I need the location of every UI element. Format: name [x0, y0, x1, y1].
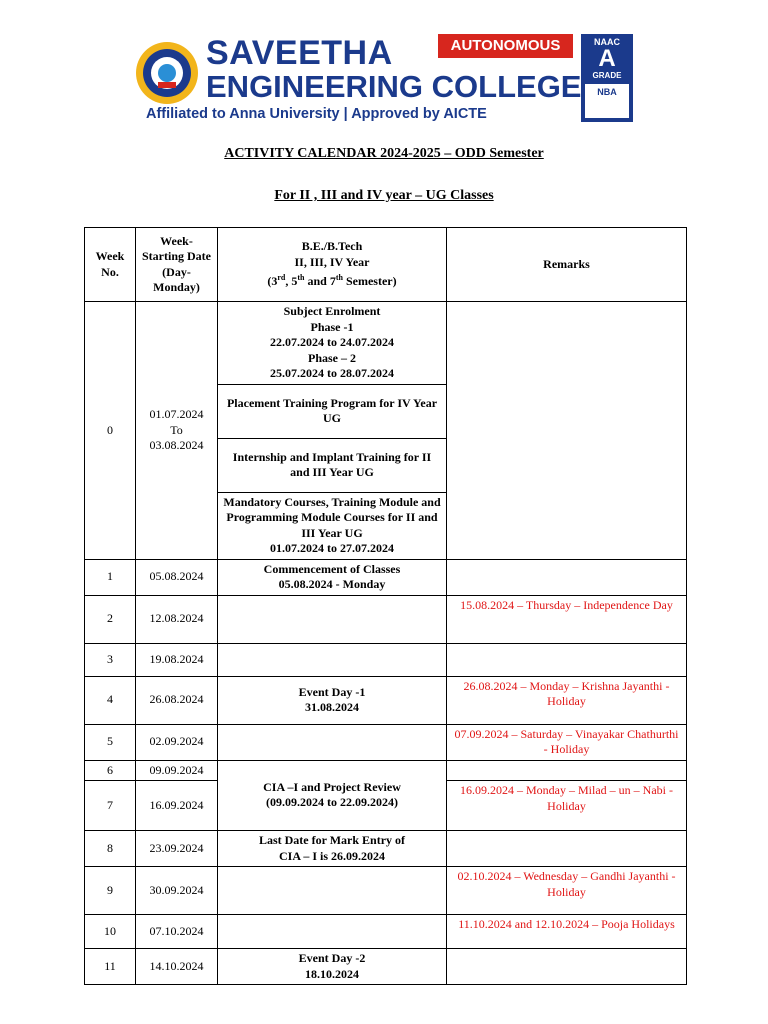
remark-cell: 16.09.2024 – Monday – Milad – un – Nabi - Holiday: [447, 781, 687, 831]
event-cell: [218, 867, 447, 915]
remark-cell: [447, 302, 687, 560]
date-cell: 19.08.2024: [136, 643, 218, 676]
remark-cell: 02.10.2024 – Wednesday – Gandhi Jayanthi - Holiday: [447, 867, 687, 915]
table-row: [85, 915, 687, 949]
header-program-sup3: th: [335, 273, 343, 283]
page-title: ACTIVITY CALENDAR 2024-2025 – ODD Semester: [224, 146, 544, 161]
remark-cell: [447, 559, 687, 595]
table-row: [85, 676, 687, 724]
header-program-l3a: (3: [267, 274, 278, 289]
header-program-l3d: Semester): [342, 274, 397, 289]
naac-label: NAAC: [594, 37, 620, 47]
remark-cell: 15.08.2024 – Thursday – Independence Day: [447, 595, 687, 643]
table-row: [85, 760, 687, 781]
week-cell: 1: [85, 559, 136, 595]
event-line: Event Day -1: [298, 684, 366, 699]
event-line: 05.08.2024 - Monday: [278, 577, 386, 591]
date-l2: To: [170, 422, 183, 437]
naac-grade-label: GRADE: [592, 71, 622, 80]
college-header: [134, 34, 634, 124]
event-cell: [218, 302, 447, 385]
naac-grade-letter: A: [598, 45, 616, 72]
date-cell: 14.10.2024: [136, 949, 218, 985]
event-line: 22.07.2024 to 24.07.2024: [270, 335, 394, 349]
naac-badge: [581, 34, 633, 122]
date-cell: 26.08.2024: [136, 676, 218, 724]
remark-cell: [447, 643, 687, 676]
table-row: [85, 302, 687, 385]
table-row: [85, 867, 687, 915]
event-cell: [218, 724, 447, 760]
activity-calendar-table: [84, 227, 687, 985]
event-line: Phase -1: [310, 319, 354, 334]
event-cell: [218, 831, 447, 867]
header-remarks: Remarks: [447, 228, 687, 302]
week-cell: 9: [85, 867, 136, 915]
remark-cell: 26.08.2024 – Monday – Krishna Jayanthi - Holiday: [447, 676, 687, 724]
page-subtitle: For II , III and IV year – UG Classes: [274, 188, 494, 203]
event-cell-cia: [218, 760, 447, 831]
event-line: CIA –I and Project Review: [263, 779, 401, 794]
event-cell: Internship and Implant Training for II and III Year UG: [218, 438, 447, 492]
event-line: 25.07.2024 to 28.07.2024: [270, 366, 394, 380]
date-cell: 23.09.2024: [136, 831, 218, 867]
date-cell: 02.09.2024: [136, 724, 218, 760]
date-cell: 30.09.2024: [136, 867, 218, 915]
header-program-sup1: rd: [277, 273, 286, 283]
affiliation-text: Affiliated to Anna University | Approved by AICTE: [146, 106, 487, 122]
date-l3: 03.08.2024: [149, 438, 204, 452]
header-program-l3c: and 7: [304, 274, 336, 289]
remark-cell: [447, 949, 687, 985]
date-cell: 05.08.2024: [136, 559, 218, 595]
week-cell: 5: [85, 724, 136, 760]
autonomous-badge: AUTONOMOUS: [438, 34, 573, 58]
event-line: 01.07.2024 to 27.07.2024: [270, 541, 394, 555]
nba-badge: NBA: [585, 84, 629, 118]
table-row: [85, 949, 687, 985]
header-week: Week No.: [85, 228, 136, 302]
event-line: Mandatory Courses, Training Module and Programming Module Courses for II and III Year UG: [223, 494, 441, 540]
event-cell: [218, 949, 447, 985]
event-line: (09.09.2024 to 22.09.2024): [266, 795, 398, 810]
event-line: 31.08.2024: [305, 700, 359, 714]
week-cell: 7: [85, 781, 136, 831]
week-cell: 2: [85, 595, 136, 643]
week-cell: 10: [85, 915, 136, 949]
remark-cell: [447, 760, 687, 781]
event-line: Event Day -2: [298, 951, 366, 965]
week-cell: 4: [85, 676, 136, 724]
college-name-line1: SAVEETHA: [206, 34, 393, 72]
event-cell: [218, 676, 447, 724]
date-l1: 01.07.2024: [149, 407, 204, 421]
week-cell: 11: [85, 949, 136, 985]
table-row: [85, 559, 687, 595]
college-name-line2: ENGINEERING COLLEGE: [206, 69, 582, 104]
event-line: Phase – 2: [308, 350, 356, 365]
date-cell: 16.09.2024: [136, 781, 218, 831]
week-cell: 8: [85, 831, 136, 867]
table-row: [85, 724, 687, 760]
header-program-sup2: th: [297, 273, 305, 283]
remark-cell: 11.10.2024 and 12.10.2024 – Pooja Holidays: [447, 915, 687, 949]
event-cell: [218, 595, 447, 643]
header-program-l2: II, III, IV Year: [294, 254, 370, 269]
table-row: [85, 831, 687, 867]
date-cell: [136, 302, 218, 560]
header-program-l3b: , 5: [285, 274, 298, 289]
table-row: [85, 643, 687, 676]
event-line: CIA – I is 26.09.2024: [278, 848, 385, 863]
event-line: 18.10.2024: [305, 966, 359, 981]
college-seal-icon: [134, 40, 200, 106]
event-line: Subject Enrolment: [283, 304, 381, 318]
header-date: Week-Starting Date (Day-Monday): [136, 228, 218, 302]
event-line: Last Date for Mark Entry of: [258, 833, 406, 847]
event-cell: [218, 643, 447, 676]
event-cell: Placement Training Program for IV Year UG: [218, 384, 447, 438]
week-cell: 3: [85, 643, 136, 676]
date-cell: 12.08.2024: [136, 595, 218, 643]
date-cell: 09.09.2024: [136, 760, 218, 781]
event-cell: [218, 915, 447, 949]
remark-cell: [447, 831, 687, 867]
event-cell: [218, 559, 447, 595]
table-row: [85, 595, 687, 643]
table-header-row: [85, 228, 687, 302]
week-cell: 6: [85, 760, 136, 781]
week-cell: 0: [85, 302, 136, 560]
remark-cell: 07.09.2024 – Saturday – Vinayakar Chathurthi - Holiday: [447, 724, 687, 760]
event-cell: [218, 492, 447, 559]
header-program-l1: B.E./B.Tech: [301, 239, 363, 254]
event-line: Commencement of Classes: [263, 561, 401, 576]
header-program: [218, 228, 447, 302]
date-cell: 07.10.2024: [136, 915, 218, 949]
